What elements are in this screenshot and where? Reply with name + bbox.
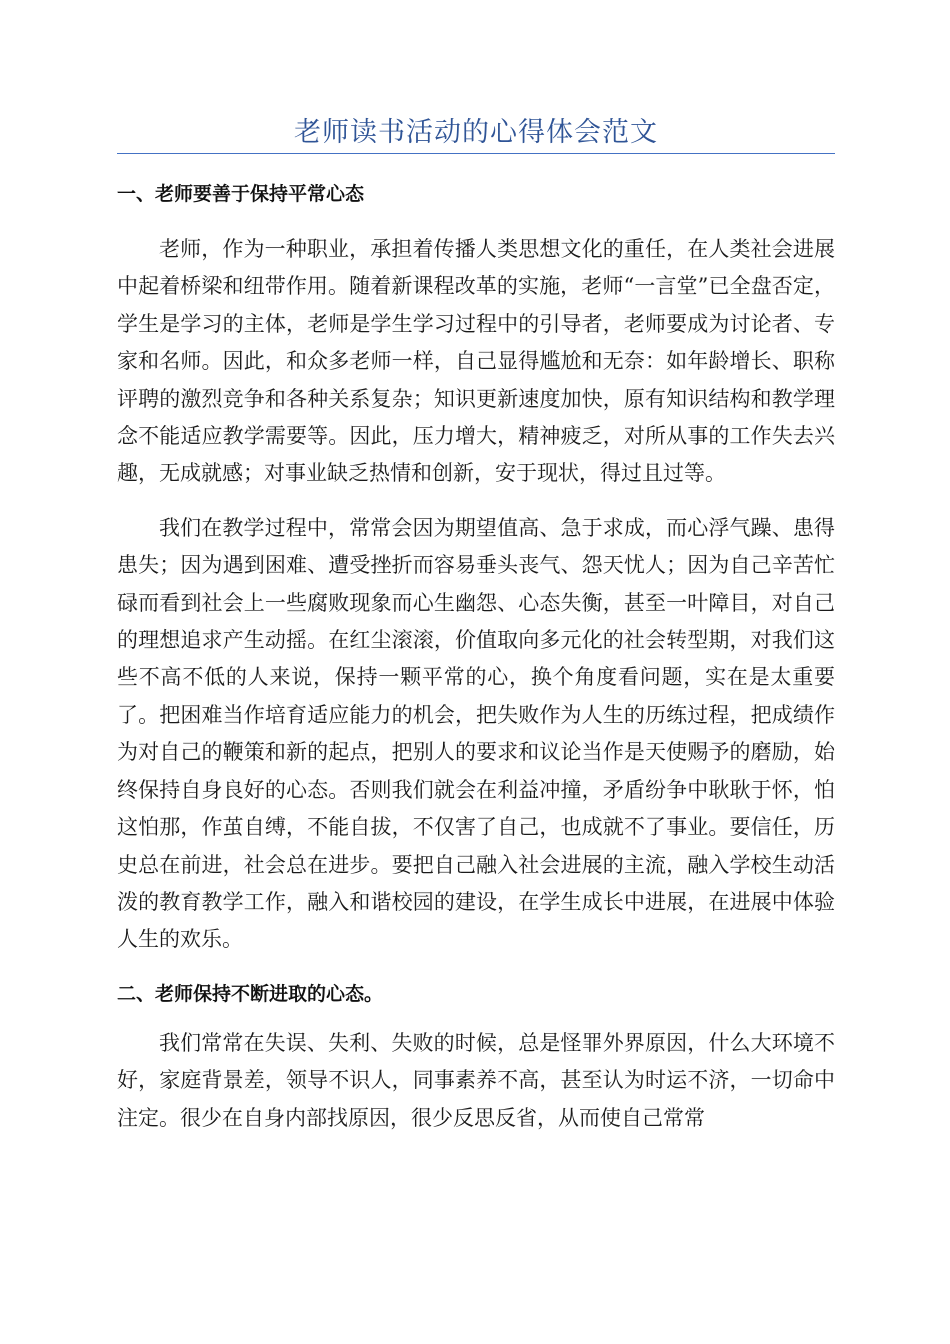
section-1-paragraph-2: 我们在教学过程中，常常会因为期望值高、急于求成，而心浮气躁、患得患失；因为遇到困难、遭受挫折而容易垂头丧气、怨天忧人；因为自己辛苦忙碌而看到社会上一些腐败现象而心生幽怨、心态失衡，甚至一叶障目，对自己的理想追求产生动摇。在红尘滚滚，价值取向多元化的社会转型期，对我们这些不高不低的人来说，保持一颗平常的心，换个角度看问题，实在是太重要了。把困难当作培育适应能力的机会，把失败作为人生的历练过程，把成绩作为对自己的鞭策和新的起点，把别人的要求和议论当作是天使赐予的磨励，始终保持自身良好的心态。否则我们就会在利益冲撞，矛盾纷争中耿耿于怀，怕这怕那，作茧自缚，不能自拔，不仅害了自己，也成就不了事业。要信任，历史总在前进，社会总在进步。要把自己融入社会进展的主流，融入学校生动活泼的教育教学工作，融入和谐校园的建设，在学生成长中进展，在进展中体验人生的欢乐。	[117, 515, 835, 952]
document-page	[117, 0, 835, 1137]
title-underline	[117, 153, 835, 154]
section-2-paragraph-1: 我们常常在失误、失利、失败的时候，总是怪罪外界原因，什么大环境不好，家庭背景差，领导不识人，同事素养不高，甚至认为时运不济，一切命中注定。很少在自身内部找原因，很少反思反省，从而使自己常常	[117, 1030, 835, 1130]
section-1-paragraph-1: 老师，作为一种职业，承担着传播人类思想文化的重任，在人类社会进展中起着桥梁和纽带作用。随着新课程改革的实施，老师“一言堂”已全盘否定，学生是学习的主体，老师是学生学习过程中的引导者，老师要成为讨论者、专家和名师。因此，和众多老师一样，自己显得尴尬和无奈：如年龄增长、职称评聘的激烈竞争和各种关系复杂；知识更新速度加快，原有知识结构和教学理念不能适应教学需要等。因此，压力增大，精神疲乏，对所从事的工作失去兴趣，无成就感；对事业缺乏热情和创新，安于现状，得过且过等。	[117, 237, 835, 486]
section-heading-1: 一、老师要善于保持平常心态	[117, 183, 365, 205]
document-title: 老师读书活动的心得体会范文	[294, 117, 658, 148]
section-heading-2: 二、老师保持不断进取的心态。	[117, 982, 384, 1005]
